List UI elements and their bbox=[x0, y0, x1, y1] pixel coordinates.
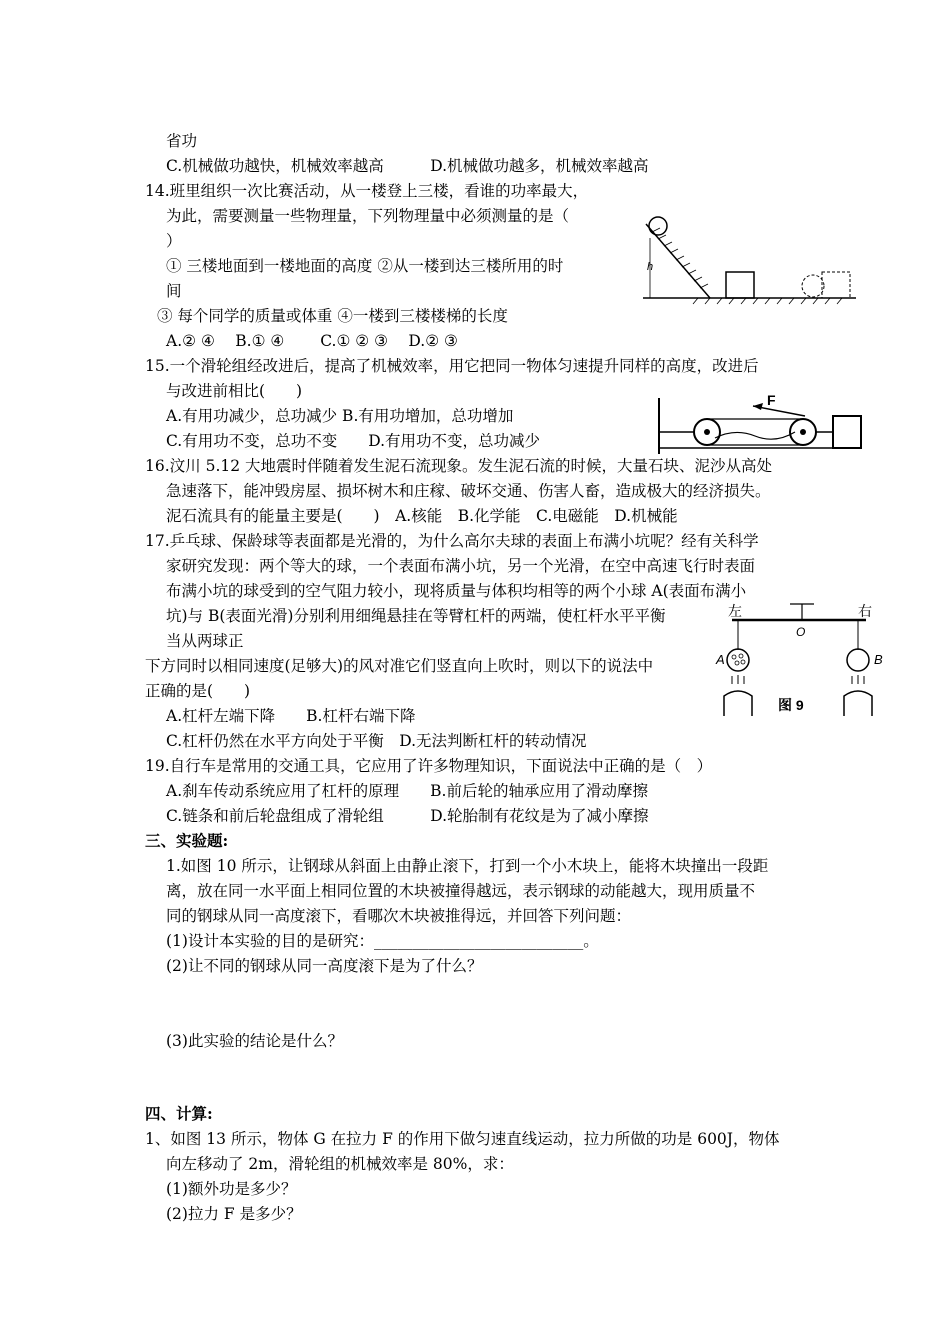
text-line: (1)额外功是多少？ bbox=[166, 1180, 297, 1198]
answer-options: A.有用功减少，总功减少 B.有用功增加，总功增加 bbox=[166, 407, 514, 425]
text-line: ① 三楼地面到一楼地面的高度 ②从一楼到达三楼所用的时 bbox=[166, 257, 564, 275]
text-line: 离，放在同一水平面上相同位置的木块被撞得越远，表示钢球的动能越大，现用质量不 bbox=[166, 882, 756, 900]
text-line: 家研究发现：两个等大的球，一个表面布满小坑，另一个光滑，在空中高速飞行时表面 bbox=[166, 557, 756, 575]
text-line: ） bbox=[166, 232, 182, 250]
text-line: 泥石流具有的能量主要是( ) A.核能 B.化学能 C.电磁能 D.机械能 bbox=[166, 507, 678, 525]
ball-b-label: B bbox=[874, 652, 883, 667]
text-line: 向左移动了 2m，滑轮组的机械效率是 80%，求： bbox=[166, 1155, 514, 1173]
answer-options: A.刹车传动系统应用了杠杆的原理 B.前后轮的轴承应用了滑动摩擦 bbox=[166, 782, 648, 800]
text-line: 为此，需要测量一些物理量，下列物理量中必须测量的是（ bbox=[166, 207, 570, 225]
text-line: 正确的是( ) bbox=[145, 682, 251, 700]
text-line: 急速落下，能冲毁房屋、损坏树木和庄稼、破坏交通、伤害人畜，造成极大的经济损失。 bbox=[166, 482, 771, 500]
answer-options: A.② ④ B.① ④ C.① ② ③ D.② ③ bbox=[166, 332, 458, 350]
experiment-1: 1.如图 10 所示，让钢球从斜面上由静止滚下，打到一个小木块上，能将木块撞出一段距 bbox=[166, 857, 769, 875]
figure-caption: 图 9 bbox=[778, 697, 804, 713]
question-14: 14.班里组织一次比赛活动，从一楼登上三楼，看谁的功率最大， bbox=[145, 182, 589, 200]
question-15: 15.一个滑轮组经改进后，提高了机械效率，用它把同一物体匀速提升同样的高度，改进后 bbox=[145, 357, 759, 375]
question-16: 16.汶川 5.12 大地震时伴随着发生泥石流现象。发生泥石流的时候，大量石块、泥沙从高处 bbox=[145, 457, 773, 475]
section-heading-experiment: 三、实验题: bbox=[145, 831, 229, 850]
lever-figure bbox=[718, 598, 898, 722]
text-line: (3)此实验的结论是什么？ bbox=[166, 1032, 343, 1050]
incline-figure bbox=[638, 212, 860, 306]
text-line: 同的钢球从同一高度滚下，看哪次木块被推得远，并回答下列问题： bbox=[166, 907, 632, 925]
height-label: h bbox=[647, 261, 654, 273]
pulley-figure bbox=[655, 392, 865, 456]
text-line: 与改进前相比( ) bbox=[166, 382, 303, 400]
answer-options: C.链条和前后轮盘组成了滑轮组 D.轮胎制有花纹是为了减小摩擦 bbox=[166, 807, 649, 825]
lever-right-label: 右 bbox=[858, 603, 872, 619]
text-line: 省功 bbox=[166, 132, 198, 150]
text-line: 当从两球正 bbox=[166, 632, 244, 650]
answer-options: C.有用功不变，总功不变 D.有用功不变，总功减少 bbox=[166, 432, 541, 450]
text-line: ③ 每个同学的质量或体重 ④一楼到三楼楼梯的长度 bbox=[157, 307, 508, 325]
question-19: 19.自行车是常用的交通工具，它应用了许多物理知识，下面说法中正确的是（ ） bbox=[145, 757, 713, 775]
text-line: (1)设计本实验的目的是研究：___________________________。 bbox=[166, 932, 599, 950]
section-heading-calculation: 四、计算: bbox=[145, 1104, 213, 1123]
lever-left-label: 左 bbox=[728, 603, 742, 619]
answer-options: A.杠杆左端下降 B.杠杆右端下降 bbox=[166, 707, 416, 725]
ball-a-label: A bbox=[716, 652, 725, 667]
text-line: (2)拉力 F 是多少？ bbox=[166, 1205, 302, 1223]
text-line: 下方同时以相同速度(足够大)的风对准它们竖直向上吹时，则以下的说法中 bbox=[145, 657, 654, 675]
text-line: 布满小坑的球受到的空气阻力较小，现将质量与体积均相等的两个小球 A(表面布满小 bbox=[166, 582, 747, 600]
force-label: F bbox=[767, 392, 776, 408]
text-line: 间 bbox=[166, 282, 182, 300]
question-17: 17.乒乓球、保龄球等表面都是光滑的，为什么高尔夫球的表面上布满小坑呢？经有关科学 bbox=[145, 532, 759, 550]
text-line: C.机械做功越快，机械效率越高 D.机械做功越多，机械效率越高 bbox=[166, 157, 649, 175]
answer-options: C.杠杆仍然在水平方向处于平衡 D.无法判断杠杆的转动情况 bbox=[166, 732, 587, 750]
text-line: 坑)与 B(表面光滑)分别利用细绳悬挂在等臂杠杆的两端，使杠杆水平平衡 bbox=[166, 607, 666, 625]
text-line: (2)让不同的钢球从同一高度滚下是为了什么？ bbox=[166, 957, 483, 975]
pivot-label: O bbox=[796, 625, 806, 639]
calculation-1: 1、如图 13 所示，物体 G 在拉力 F 的作用下做匀速直线运动，拉力所做的功是 600J，物体 bbox=[145, 1130, 780, 1148]
